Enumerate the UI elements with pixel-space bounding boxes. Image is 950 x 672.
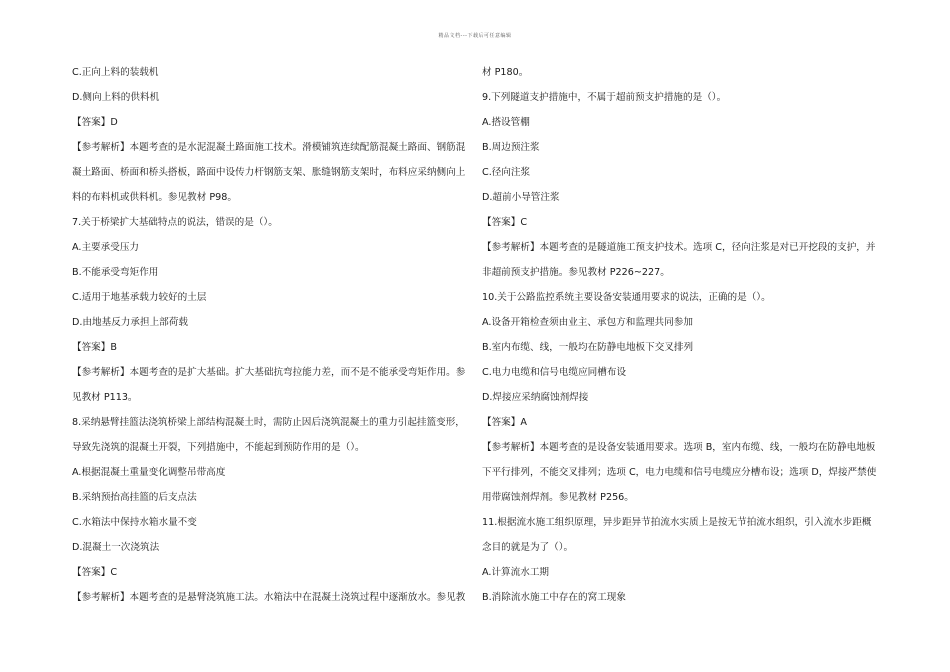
text-line: 见教材 P113。: [72, 392, 138, 403]
text-line: 【参考解析】本题考查的是水泥混凝土路面施工技术。滑模铺筑连续配筋混凝土路面、钢筋混: [72, 142, 466, 153]
text-line: A.计算流水工期: [482, 567, 550, 578]
left-column: [72, 60, 474, 610]
text-line: 非超前预支护措施。参见教材 P226~227。: [482, 267, 670, 278]
text-line: A.设备开箱检查须由业主、承包方和监理共同参加: [482, 317, 693, 328]
text-line: D.超前小导管注浆: [482, 192, 560, 203]
text-line: 【参考解析】本题考查的是设备安装通用要求。选项 B，室内布缆、线，一般均在防静电地板: [482, 442, 876, 453]
text-line: 【答案】B: [72, 342, 117, 353]
text-line: 11.根据流水施工组织原理，异步距异节拍流水实质上是按无节拍流水组织，引入流水步距概: [482, 517, 872, 528]
right-column: [482, 60, 884, 610]
text-line: 【答案】C: [72, 567, 118, 578]
text-line: 用带腐蚀剂焊剂。参见教材 P256。: [482, 492, 634, 503]
text-line: B.消除流水施工中存在的窝工现象: [482, 592, 626, 603]
text-line: 导致先浇筑的混凝土开裂，下列措施中，不能起到预防作用的是（）。: [72, 442, 365, 453]
text-line: A.主要承受压力: [72, 242, 140, 253]
text-line: C.径向注浆: [482, 167, 531, 178]
text-line: 凝土路面、桥面和桥头搭板，路面中设传力杆钢筋支架、胀缝钢筋支架时，布料应采纳侧向上: [72, 167, 466, 178]
text-line: 材 P180。: [482, 67, 529, 78]
text-line: 【答案】C: [482, 217, 528, 228]
text-line: 7.关于桥梁扩大基础特点的说法，错误的是（）。: [72, 217, 278, 228]
text-line: C.正向上料的装载机: [72, 67, 159, 78]
text-line: C.电力电缆和信号电缆应同槽布设: [482, 367, 627, 378]
text-line: 【参考解析】本题考查的是扩大基础。扩大基础抗弯拉能力差，而不是不能承受弯矩作用。参: [72, 367, 466, 378]
text-line: D.由地基反力承担上部荷载: [72, 317, 188, 328]
text-line: 料的布料机或供料机。参见教材 P98。: [72, 192, 237, 203]
text-line: 下平行排列，不能交叉排列；选项 C，电力电缆和信号电缆应分槽布设；选项 D，焊接严禁使: [482, 467, 877, 478]
text-line: 【参考解析】本题考查的是隧道施工预支护技术。选项 C，径向注浆是对已开挖段的支护，并: [482, 242, 876, 253]
text-line: B.采纳预抬高挂篮的后支点法: [72, 492, 197, 503]
text-line: C.水箱法中保持水箱水量不变: [72, 517, 197, 528]
text-line: 9.下列隧道支护措施中，不属于超前预支护措施的是（）。: [482, 92, 727, 103]
text-line: B.周边预注浆: [482, 142, 540, 153]
text-line: D.焊接应采纳腐蚀剂焊接: [482, 392, 589, 403]
text-line: C.适用于地基承载力较好的土层: [72, 292, 207, 303]
text-line: D.侧向上料的供料机: [72, 92, 160, 103]
text-line: B.室内布缆、线，一般均在防静电地板下交叉排列: [482, 342, 694, 353]
text-line: 【答案】D: [72, 117, 118, 128]
text-line: 【参考解析】本题考查的是悬臂浇筑施工法。水箱法中在混凝土浇筑过程中逐渐放水。参见教: [72, 592, 466, 603]
text-line: 10.关于公路监控系统主要设备安装通用要求的说法，正确的是（）。: [482, 292, 771, 303]
text-line: A.搭设管棚: [482, 117, 530, 128]
text-line: 【答案】A: [482, 417, 527, 428]
text-line: 8.采纳悬臂挂篮法浇筑桥梁上部结构混凝土时，需防止因后浇筑混凝土的重力引起挂篮变形，: [72, 417, 465, 428]
text-line: A.根据混凝土重量变化调整吊带高度: [72, 467, 226, 478]
text-line: D.混凝土一次浇筑法: [72, 542, 160, 553]
page-header: 精品文档---下载后可任意编辑: [438, 33, 512, 39]
text-line: 念目的就是为了（）。: [482, 542, 574, 553]
text-line: B.不能承受弯矩作用: [72, 267, 159, 278]
